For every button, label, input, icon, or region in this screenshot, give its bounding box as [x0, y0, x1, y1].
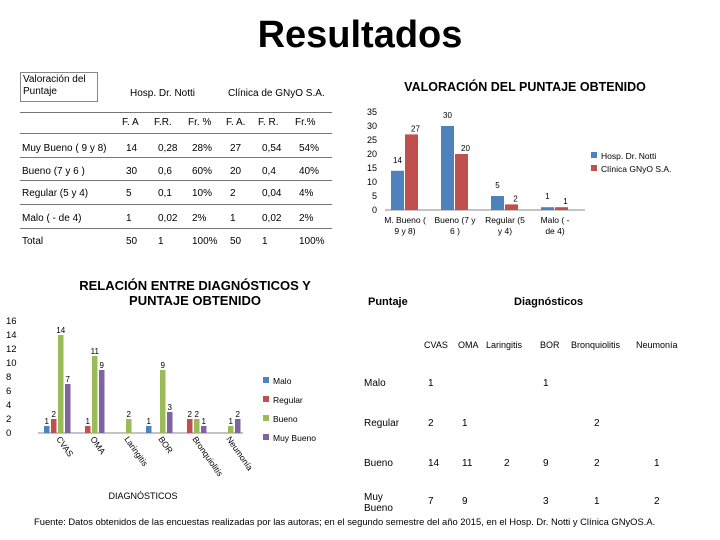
valuation-label: Valoración del Puntaje	[20, 72, 98, 102]
y-tick-label: 25	[366, 135, 377, 145]
summary-row-label: Bueno (7 y 6 )	[22, 166, 85, 177]
diag-cell: 1	[654, 458, 660, 469]
diag-cell: 1	[428, 378, 434, 389]
summary-cell: 60%	[192, 166, 213, 177]
bar	[187, 419, 193, 433]
bar	[44, 426, 50, 433]
y-tick-label: 0	[6, 428, 12, 439]
diag-cell: 1	[462, 418, 468, 429]
data-label: 14	[393, 155, 402, 165]
summary-cell: 2%	[192, 213, 207, 224]
data-label: 1	[44, 417, 49, 426]
diag-cell: 2	[594, 458, 600, 469]
summary-row-label: Muy Bueno ( 9 y 8)	[22, 143, 107, 154]
summary-row-label: Regular (5 y 4)	[22, 188, 89, 199]
y-tick-label: 16	[6, 316, 17, 327]
x-tick-label: 9 y 8)	[394, 226, 416, 236]
legend-swatch	[263, 415, 269, 421]
x-tick-label: y 4)	[497, 226, 513, 236]
summary-cell: 0,4	[262, 166, 276, 177]
diag-col-header: Bronquiolitis	[571, 340, 621, 350]
summary-cell: 0,04	[262, 188, 282, 199]
x-tick-label: Regular (5	[485, 215, 525, 225]
bar	[167, 412, 173, 433]
diag-cell: 9	[462, 496, 468, 507]
x-tick-label: CVAS	[54, 434, 76, 459]
diag-cell: 14	[428, 458, 440, 469]
group-header-notti: Hosp. Dr. Notti	[130, 88, 196, 99]
x-tick-label: Malo ( -	[540, 215, 570, 225]
summary-col-header: Fr. %	[188, 117, 212, 128]
diag-cell: 1	[594, 496, 600, 507]
data-label: 2	[187, 410, 192, 419]
data-label: 14	[56, 326, 66, 335]
page-title: Resultados	[257, 14, 463, 56]
summary-cell: 100%	[299, 236, 325, 247]
summary-cell: 10%	[192, 188, 213, 199]
bar	[491, 196, 504, 210]
summary-cell: 0,6	[158, 166, 172, 177]
summary-cell: 2%	[299, 213, 314, 224]
legend-label: Malo	[273, 376, 292, 386]
x-tick-label: M. Bueno (	[384, 215, 426, 225]
legend-label: Hosp. Dr. Notti	[601, 151, 657, 161]
x-tick-label: OMA	[88, 434, 108, 457]
summary-cell: 0,1	[158, 188, 172, 199]
summary-cell: 0,54	[262, 143, 282, 154]
summary-cell: 1	[230, 213, 236, 224]
y-tick-label: 4	[6, 400, 12, 411]
summary-cell: 28%	[192, 143, 213, 154]
summary-col-header: F.R.	[154, 117, 172, 128]
summary-divider	[20, 112, 332, 113]
data-label: 9	[160, 361, 165, 370]
diag-row-label: Muy Bueno	[364, 492, 393, 514]
x-tick-label: Bueno (7 y	[434, 215, 476, 225]
diag-cell: 2	[428, 418, 434, 429]
data-label: 5	[495, 181, 500, 190]
summary-cell: 40%	[299, 166, 320, 177]
data-label: 2	[194, 410, 199, 419]
data-label: 9	[99, 361, 104, 370]
diag-cell: 1	[543, 378, 549, 389]
bar	[160, 370, 166, 433]
footer-source: Fuente: Datos obtenidos de las encuestas realizadas por las autoras; en el segundo semestre del año 2015, en el Hosp. Dr. Notti y Clínica GNyOS.A.	[34, 516, 656, 527]
summary-divider	[20, 157, 332, 158]
chart1-title: VALORACIÓN DEL PUNTAJE OBTENIDO	[404, 80, 646, 94]
summary-cell: 20	[230, 166, 242, 177]
summary-row-label: Total	[22, 236, 44, 247]
data-label: 27	[411, 124, 420, 134]
summary-divider	[20, 180, 332, 181]
data-label: 1	[563, 197, 568, 207]
diag-col-header: CVAS	[424, 340, 448, 350]
summary-cell: 27	[230, 143, 242, 154]
data-label: 2	[51, 410, 56, 419]
summary-divider	[20, 228, 332, 229]
summary-cell: 1	[126, 213, 132, 224]
diagnostics-chart	[0, 310, 340, 510]
y-tick-label: 14	[6, 330, 17, 341]
y-tick-label: 10	[366, 177, 377, 187]
summary-cell: 1	[158, 236, 164, 247]
data-label: 2	[235, 410, 240, 419]
diag-row-label: Regular	[364, 418, 400, 429]
summary-col-header: F. A	[122, 117, 139, 128]
data-label: 1	[545, 192, 550, 202]
legend-swatch	[263, 377, 269, 383]
bar	[85, 426, 91, 433]
summary-cell: 4%	[299, 188, 314, 199]
diag-col-header: BOR	[540, 340, 560, 350]
summary-cell: 54%	[299, 143, 320, 154]
summary-row-label: Malo ( - de 4)	[22, 213, 82, 224]
bar	[126, 419, 132, 433]
x-tick-label: Neumonía	[224, 434, 256, 473]
diag-col-header: Laringitis	[486, 340, 523, 350]
summary-cell: 1	[262, 236, 268, 247]
summary-cell: 100%	[192, 236, 218, 247]
y-tick-label: 10	[6, 358, 17, 369]
diag-cell: 11	[462, 458, 473, 469]
bar	[99, 370, 105, 433]
legend-swatch	[591, 165, 597, 171]
bar	[92, 356, 98, 433]
y-tick-label: 6	[6, 386, 12, 397]
summary-cell: 0,02	[158, 213, 178, 224]
x-axis-title: DIAGNÓSTICOS	[108, 491, 178, 501]
summary-divider	[20, 133, 332, 134]
bar	[58, 335, 64, 433]
legend-label: Muy Bueno	[273, 433, 316, 443]
diag-cell: 9	[543, 458, 549, 469]
summary-cell: 50	[230, 236, 242, 247]
summary-col-header: F. A.	[226, 117, 246, 128]
diag-row-label: Bueno	[364, 458, 393, 469]
summary-cell: 0,02	[262, 213, 282, 224]
diag-title: Diagnósticos	[514, 296, 584, 308]
bar	[455, 154, 468, 210]
bar	[201, 426, 207, 433]
x-tick-label: Bronquiolitis	[190, 434, 226, 479]
data-label: 2	[513, 194, 518, 204]
summary-cell: 14	[126, 143, 138, 154]
legend-swatch	[263, 396, 269, 402]
diag-cell: 3	[543, 496, 549, 507]
bar	[505, 204, 518, 210]
data-label: 1	[201, 417, 206, 426]
x-tick-label: de 4)	[545, 226, 565, 236]
y-tick-label: 2	[6, 414, 12, 425]
y-tick-label: 8	[6, 372, 12, 383]
y-tick-label: 0	[371, 205, 377, 215]
valuation-chart	[355, 98, 715, 248]
y-tick-label: 30	[366, 121, 377, 131]
bar	[541, 207, 554, 210]
diag-corner: Puntaje	[368, 296, 408, 308]
summary-col-header: Fr.%	[295, 117, 316, 128]
summary-divider	[20, 204, 332, 205]
y-tick-label: 35	[366, 107, 377, 117]
summary-cell: 50	[126, 236, 138, 247]
bar	[51, 419, 57, 433]
x-tick-label: 6 )	[450, 226, 460, 236]
summary-col-header: F. R.	[258, 117, 279, 128]
x-tick-label: Laringitis	[122, 434, 151, 469]
y-tick-label: 12	[6, 344, 17, 355]
bar	[405, 134, 418, 210]
data-label: 11	[90, 347, 99, 356]
y-tick-label: 5	[371, 191, 377, 201]
diag-cell: 2	[594, 418, 600, 429]
bar	[391, 171, 404, 210]
y-tick-label: 20	[366, 149, 377, 159]
legend-label: Regular	[273, 395, 303, 405]
data-label: 1	[146, 417, 151, 426]
bar	[194, 419, 200, 433]
x-tick-label: BOR	[156, 434, 176, 456]
legend-swatch	[263, 434, 269, 440]
data-label: 20	[461, 144, 470, 153]
chart2-title: RELACIÓN ENTRE DIAGNÓSTICOS Y PUNTAJE OBTENIDO	[79, 278, 311, 308]
data-label: 30	[443, 111, 452, 120]
summary-cell: 5	[126, 188, 132, 199]
diag-col-header: Neumonía	[636, 340, 678, 350]
data-label: 2	[126, 410, 131, 419]
bar	[235, 419, 241, 433]
diag-col-header: OMA	[458, 340, 479, 350]
diag-cell: 7	[428, 496, 434, 507]
summary-cell: 30	[126, 166, 138, 177]
group-header-clinica: Clínica de GNyO S.A.	[228, 88, 325, 99]
summary-cell: 0,28	[158, 143, 178, 154]
bar	[146, 426, 152, 433]
diag-row-label: Malo	[364, 378, 386, 389]
bar	[555, 207, 568, 210]
legend-swatch	[591, 152, 597, 158]
bar	[441, 126, 454, 210]
summary-cell: 2	[230, 188, 236, 199]
y-tick-label: 15	[366, 163, 377, 173]
data-label: 1	[228, 417, 233, 426]
legend-label: Bueno	[273, 414, 298, 424]
data-label: 1	[85, 417, 90, 426]
data-label: 7	[65, 375, 70, 384]
bar	[65, 384, 71, 433]
bar	[228, 426, 234, 433]
legend-label: Clínica GNyO S.A.	[601, 164, 672, 174]
diag-cell: 2	[654, 496, 660, 507]
data-label: 3	[167, 403, 172, 412]
diag-cell: 2	[504, 458, 510, 469]
